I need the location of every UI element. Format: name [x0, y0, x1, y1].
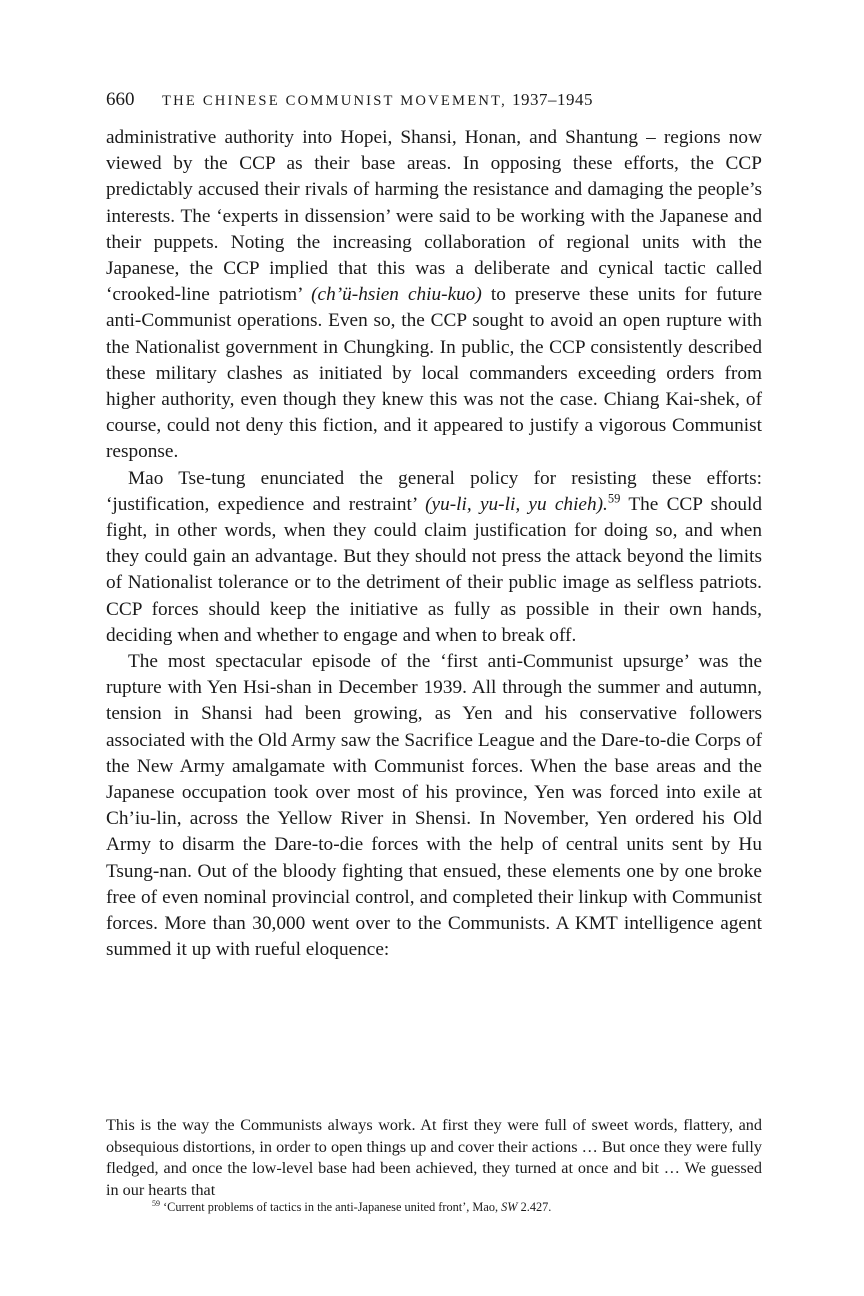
paragraph-2: Mao Tse-tung enunciated the general policy for resisting these efforts: ‘justification, expedience and restraint’ (yu-li, yu-li, yu chieh).$^{59}$ The CCP should fight, in other words, when they could claim justification for doing so, and when they could gain an advantage. But they should not press the attack beyond the limits of Nationalist tolerance or to the detriment of their public image as selfless patriots. CCP forces should keep the initiative as fully as possible in their own hands, deciding when and whether to engage and when to break off.: [106, 467, 762, 646]
block-quote: This is the way the Communists always work. At first they were full of sweet words, flattery, and obsequious distortions, in order to open things up and cover their actions … But once they were fully fledged, and once the low-level base had been achieved, they turned at once and bit … We guessed in our hearts that: [106, 1116, 762, 1199]
running-title: THE CHINESE COMMUNIST MOVEMENT,: [162, 93, 507, 109]
book-page: [106, 0, 762, 1296]
footnote-reference[interactable]: 59: [607, 491, 621, 506]
body-text: [106, 125, 762, 964]
footnote: $^{59}$ ‘Current problems of tactics in the anti-Japanese united front’, Mao, SW 2.427.: [152, 1198, 552, 1214]
footnote-source: SW: [501, 1200, 518, 1214]
page-number: 660: [106, 89, 135, 110]
romanization: (yu-li, yu-li, yu chieh).: [425, 493, 608, 515]
paragraph-1: administrative authority into Hopei, Shansi, Honan, and Shantung – regions now viewed by the CCP as their base areas. In opposing these efforts, the CCP predictably accused their rivals of harming the resistance and damaging the people’s interests. The ‘experts in dissension’ were said to be working with the Japanese and their puppets. Noting the increasing collaboration of regional units with the Japanese, the CCP implied that this was a deliberate and cynical tactic called ‘crooked-line patriotism’ (ch’ü-hsien chiu-kuo) to preserve these units for future anti-Communist operations. Even so, the CCP sought to avoid an open rupture with the Nationalist government in Chungking. In public, the CCP consistently described these military clashes as initiated by local commanders exceeding orders from higher authority, even though they knew this was not the case. Chiang Kai-shek, of course, could not deny this fiction, and it appeared to justify a vigorous Communist response.: [106, 127, 762, 463]
paragraph-3: The most spectacular episode of the ‘first anti-Communist upsurge’ was the rupture with Yen Hsi-shan in December 1939. All through the summer and autumn, tension in Shansi had been growing, as Yen and his conservative followers associated with the Old Army saw the Sacrifice League and the Dare-to-die Corps of the New Army amalgamate with Communist forces. When the base areas and the Japanese occupation took over most of his province, Yen was forced into exile at Ch’iu-lin, across the Yellow River in Shensi. In November, Yen ordered his Old Army to disarm the Dare-to-die forces with the help of central units sent by Hu Tsung-nan. Out of the bloody fighting that ensued, these elements one by one broke free of even nominal provincial control, and completed their linkup with Communist forces. More than 30,000 went over to the Communists. A KMT intelligence agent summed it up with rueful eloquence:: [106, 651, 762, 961]
romanization: (ch’ü-hsien chiu-kuo): [311, 284, 482, 306]
running-header: [106, 89, 762, 111]
footnote-number: 59: [152, 1198, 160, 1208]
running-title-dates: 1937–1945: [511, 90, 593, 109]
